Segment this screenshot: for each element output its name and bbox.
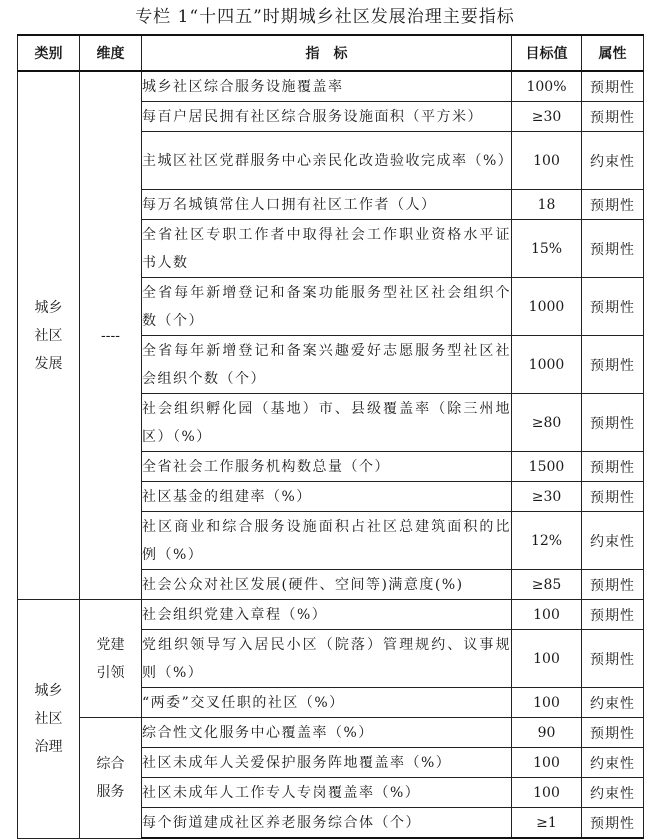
indicator-cell: 社区未成年人工作专人专岗覆盖率（%） <box>142 778 512 808</box>
table-header-row <box>18 35 644 71</box>
attribute-cell: 预期性 <box>582 600 644 630</box>
header-category: 类别 <box>18 35 80 71</box>
indicator-cell: 社会公众对社区发展(硬件、空间等)满意度(%) <box>142 570 512 600</box>
indicator-cell: 全省每年新增登记和备案兴趣爱好志愿服务型社区社会组织个数（个） <box>142 336 512 394</box>
indicator-cell: 全省社区专职工作者中取得社会工作职业资格水平证书人数 <box>142 220 512 278</box>
dimension-label: 综合 <box>96 755 125 772</box>
indicator-cell: 城乡社区综合服务设施覆盖率 <box>142 71 512 102</box>
attribute-cell: 预期性 <box>582 102 644 132</box>
dimension-cell-integrated-services <box>80 718 142 839</box>
target-cell: 1000 <box>512 278 582 336</box>
attribute-cell: 预期性 <box>582 570 644 600</box>
table-row <box>18 718 644 748</box>
page-title: 专栏 1“十四五”时期城乡社区发展治理主要指标 <box>135 7 515 27</box>
dimension-label: 党建 <box>96 636 125 653</box>
target-cell: 100 <box>512 132 582 190</box>
header-dimension: 维度 <box>80 35 142 71</box>
attribute-cell: 预期性 <box>582 452 644 482</box>
attribute-cell: 预期性 <box>582 278 644 336</box>
indicator-cell: 社区未成年人关爱保护服务阵地覆盖率（%） <box>142 748 512 778</box>
attribute-cell: 预期性 <box>582 190 644 220</box>
header-target: 目标值 <box>512 35 582 71</box>
attribute-cell: 预期性 <box>582 808 644 839</box>
indicator-cell: 每万名城镇常住人口拥有社区工作者（人） <box>142 190 512 220</box>
target-cell: 1500 <box>512 452 582 482</box>
indicator-cell: 社会组织孵化园（基地）市、县级覆盖率（除三州地区）（%） <box>142 394 512 452</box>
attribute-cell: 预期性 <box>582 630 644 688</box>
category-cell-governance <box>18 600 80 839</box>
indicator-cell: 综合性文化服务中心覆盖率（%） <box>142 718 512 748</box>
target-cell: 100 <box>512 778 582 808</box>
dimension-label: 引领 <box>96 664 125 681</box>
attribute-cell: 预期性 <box>582 482 644 512</box>
indicator-cell: 社区基金的组建率（%） <box>142 482 512 512</box>
indicator-cell: 每百户居民拥有社区综合服务设施面积（平方米） <box>142 102 512 132</box>
target-cell: 15% <box>512 220 582 278</box>
attribute-cell: 预期性 <box>582 220 644 278</box>
target-cell: 12% <box>512 512 582 570</box>
indicator-cell: “两委”交叉任职的社区（%） <box>142 688 512 718</box>
attribute-cell: 约束性 <box>582 748 644 778</box>
target-cell: 90 <box>512 718 582 748</box>
target-cell: 100 <box>512 688 582 718</box>
dimension-cell: ---- <box>80 71 142 600</box>
target-cell: 18 <box>512 190 582 220</box>
target-cell: 100 <box>512 630 582 688</box>
indicator-cell: 全省社会工作服务机构数总量（个） <box>142 452 512 482</box>
category-label: 社区 <box>34 710 63 727</box>
table-row <box>18 71 644 102</box>
category-label: 发展 <box>34 355 63 372</box>
indicator-cell: 社会组织党建入章程（%） <box>142 600 512 630</box>
target-cell: 100 <box>512 600 582 630</box>
attribute-cell: 约束性 <box>582 778 644 808</box>
attribute-cell: 预期性 <box>582 394 644 452</box>
dimension-cell-party-building <box>80 600 142 718</box>
target-cell: ≥85 <box>512 570 582 600</box>
indicator-cell: 社区商业和综合服务设施面积占社区总建筑面积的比例（%） <box>142 512 512 570</box>
header-attribute: 属性 <box>582 35 644 71</box>
target-cell: ≥30 <box>512 482 582 512</box>
category-label: 城乡 <box>34 682 63 699</box>
indicator-table <box>17 34 644 839</box>
header-indicator: 指 标 <box>142 35 512 71</box>
target-cell: ≥80 <box>512 394 582 452</box>
attribute-cell: 约束性 <box>582 132 644 190</box>
table-row <box>18 600 644 630</box>
category-label: 社区 <box>34 327 63 344</box>
target-cell: 100% <box>512 71 582 102</box>
indicator-cell: 全省每年新增登记和备案功能服务型社区社会组织个数（个） <box>142 278 512 336</box>
indicator-cell: 党组织领导写入居民小区（院落）管理规约、议事规则（%） <box>142 630 512 688</box>
attribute-cell: 预期性 <box>582 336 644 394</box>
target-cell: ≥1 <box>512 808 582 839</box>
target-cell: 1000 <box>512 336 582 394</box>
target-cell: ≥30 <box>512 102 582 132</box>
category-label: 城乡 <box>34 299 63 316</box>
dimension-label: 服务 <box>96 783 125 800</box>
attribute-cell: 预期性 <box>582 71 644 102</box>
attribute-cell: 约束性 <box>582 688 644 718</box>
category-label: 治理 <box>34 738 63 755</box>
indicator-cell: 主城区社区党群服务中心亲民化改造验收完成率（%） <box>142 132 512 190</box>
attribute-cell: 约束性 <box>582 512 644 570</box>
indicator-cell: 每个街道建成社区养老服务综合体（个） <box>142 808 512 839</box>
target-cell: 100 <box>512 748 582 778</box>
category-cell-development <box>18 71 80 600</box>
attribute-cell: 预期性 <box>582 718 644 748</box>
